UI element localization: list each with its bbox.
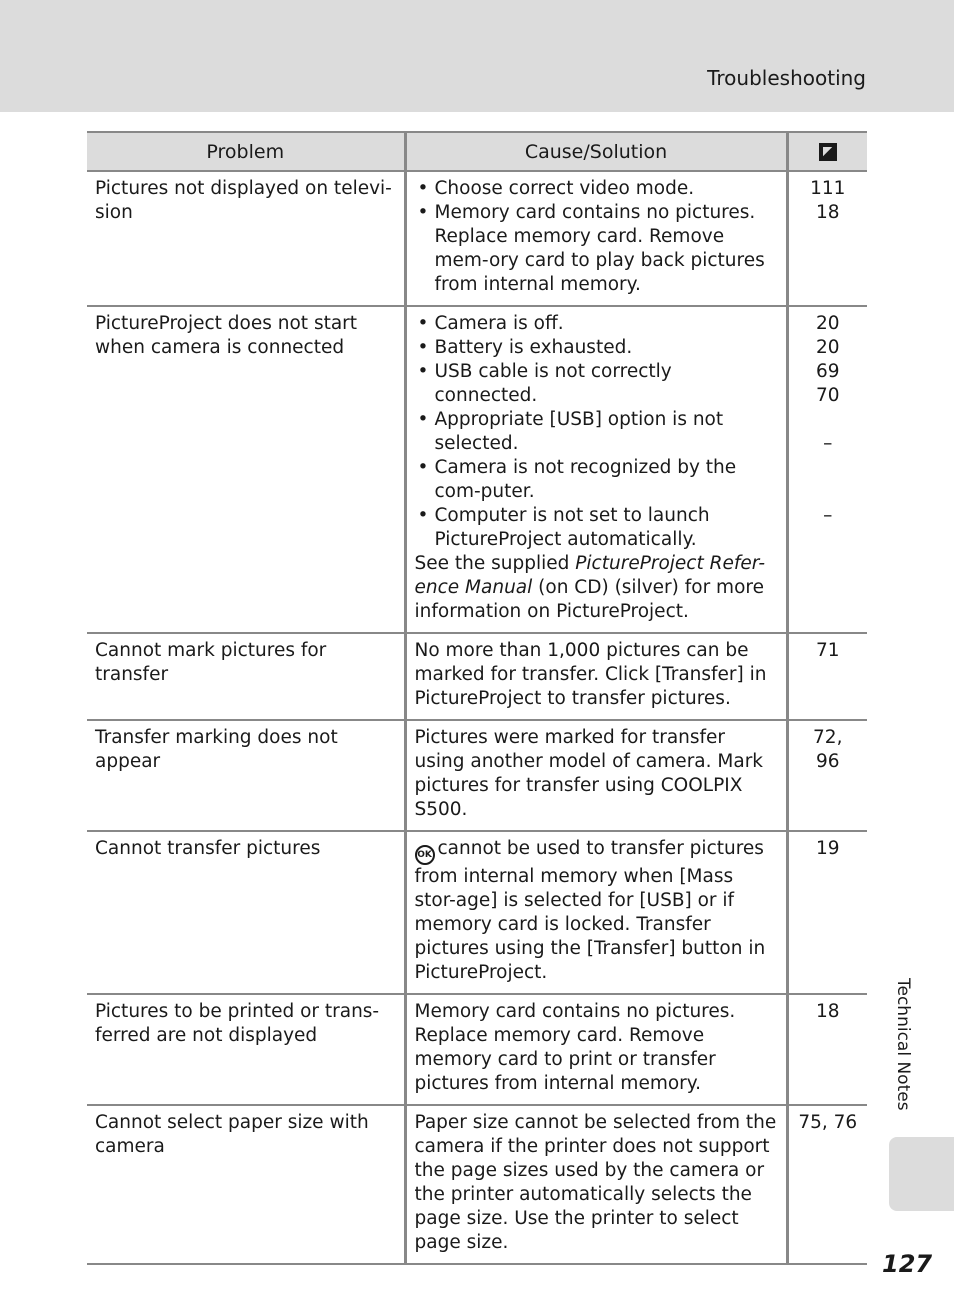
column-header-page — [787, 132, 867, 171]
page-ref: – — [823, 433, 833, 454]
cause-item: • USB cable is not correctly connected. — [415, 360, 778, 408]
header-band — [0, 0, 954, 112]
note-text: See the supplied — [414, 553, 576, 574]
cause-text: cannot be used to transfer pictures from internal memory when [Mass stor-age] is selected for [USB] or if memory card is locked. Transfer pictures using the [Transfer] button in PictureProject. — [414, 838, 766, 983]
table-row — [87, 633, 867, 720]
cause-item: • Camera is off. — [415, 312, 778, 336]
page-reference-icon — [819, 143, 837, 161]
column-header-cause-solution: Cause/Solution — [405, 132, 787, 171]
page-ref: 72, — [813, 727, 843, 748]
page-ref: 70 — [815, 385, 840, 406]
table-row — [87, 306, 867, 633]
troubleshooting-table-container — [87, 131, 867, 1265]
cause-cell: Memory card contains no pictures. Replace memory card. Remove memory card to print or transfer pictures from internal memory. — [405, 994, 787, 1105]
note-manual-title: PictureProject Refer-ence Manual — [414, 553, 766, 598]
table-row — [87, 1105, 867, 1264]
ok-button-icon: OK — [415, 845, 435, 865]
cause-item: • Camera is not recognized by the com-puter. — [415, 456, 778, 504]
column-header-problem: Problem — [87, 132, 405, 171]
problem-cell: Pictures not displayed on televi-sion — [87, 171, 405, 306]
table-row — [87, 831, 867, 994]
problem-cell: Cannot mark pictures for transfer — [87, 633, 405, 720]
cause-item: • Appropriate [USB] option is not selected. — [415, 408, 778, 456]
cause-cell — [405, 306, 787, 633]
page-ref: 19 — [815, 838, 840, 859]
cause-cell: No more than 1,000 pictures can be marked for transfer. Click [Transfer] in PictureProject to transfer pictures. — [405, 633, 787, 720]
page-ref: 69 — [815, 361, 840, 382]
page-cell — [787, 171, 867, 306]
page-cell — [787, 831, 867, 994]
troubleshooting-table — [87, 131, 867, 1265]
cause-list — [415, 177, 778, 297]
table-row — [87, 994, 867, 1105]
page-cell — [787, 633, 867, 720]
page-cell — [787, 720, 867, 831]
cause-list — [415, 312, 778, 552]
page-cell — [787, 1105, 867, 1264]
cause-cell: Pictures were marked for transfer using another model of camera. Mark pictures for transfer using COOLPIX S500. — [405, 720, 787, 831]
page-ref: – — [823, 505, 833, 526]
cause-cell — [405, 831, 787, 994]
cause-item: • Battery is exhausted. — [415, 336, 778, 360]
cause-cell: Paper size cannot be selected from the camera if the printer does not support the page sizes used by the camera or the printer automatically selects the page size. Use the printer to select page size. — [405, 1105, 787, 1264]
table-header-row — [87, 132, 867, 171]
problem-cell: Transfer marking does not appear — [87, 720, 405, 831]
page-ref — [791, 456, 866, 480]
cause-item: • Choose correct video mode. — [415, 177, 778, 201]
problem-cell: PictureProject does not start when camera is connected — [87, 306, 405, 633]
page-ref: 18 — [815, 1001, 840, 1022]
side-tab-label: Technical Notes — [893, 978, 913, 1111]
problem-cell: Cannot select paper size with camera — [87, 1105, 405, 1264]
page-ref: 71 — [815, 640, 840, 661]
page-ref: 75, 76 — [798, 1112, 858, 1133]
table-row — [87, 171, 867, 306]
cause-note — [415, 552, 778, 624]
cause-item: • Computer is not set to launch PictureProject automatically. — [415, 504, 778, 552]
page-ref — [791, 480, 866, 504]
problem-cell: Pictures to be printed or trans-ferred are not displayed — [87, 994, 405, 1105]
problem-cell: Cannot transfer pictures — [87, 831, 405, 994]
side-tab — [889, 1137, 954, 1211]
page-ref: 18 — [815, 202, 840, 223]
page-ref: 20 — [815, 337, 840, 358]
cause-cell — [405, 171, 787, 306]
page-section-title: Troubleshooting — [707, 66, 866, 90]
note-text: (on CD) (silver) for more information on PictureProject. — [414, 577, 764, 622]
table-row — [87, 720, 867, 831]
page-ref — [791, 408, 866, 432]
page-number: 127 — [882, 1250, 933, 1278]
page-cell — [787, 306, 867, 633]
page-ref: 20 — [815, 313, 840, 334]
page-ref: 96 — [815, 751, 840, 772]
cause-item: • Memory card contains no pictures. Replace memory card. Remove mem-ory card to play back pictures from internal memory. — [415, 201, 778, 297]
page-ref: 111 — [810, 178, 846, 199]
page-cell — [787, 994, 867, 1105]
